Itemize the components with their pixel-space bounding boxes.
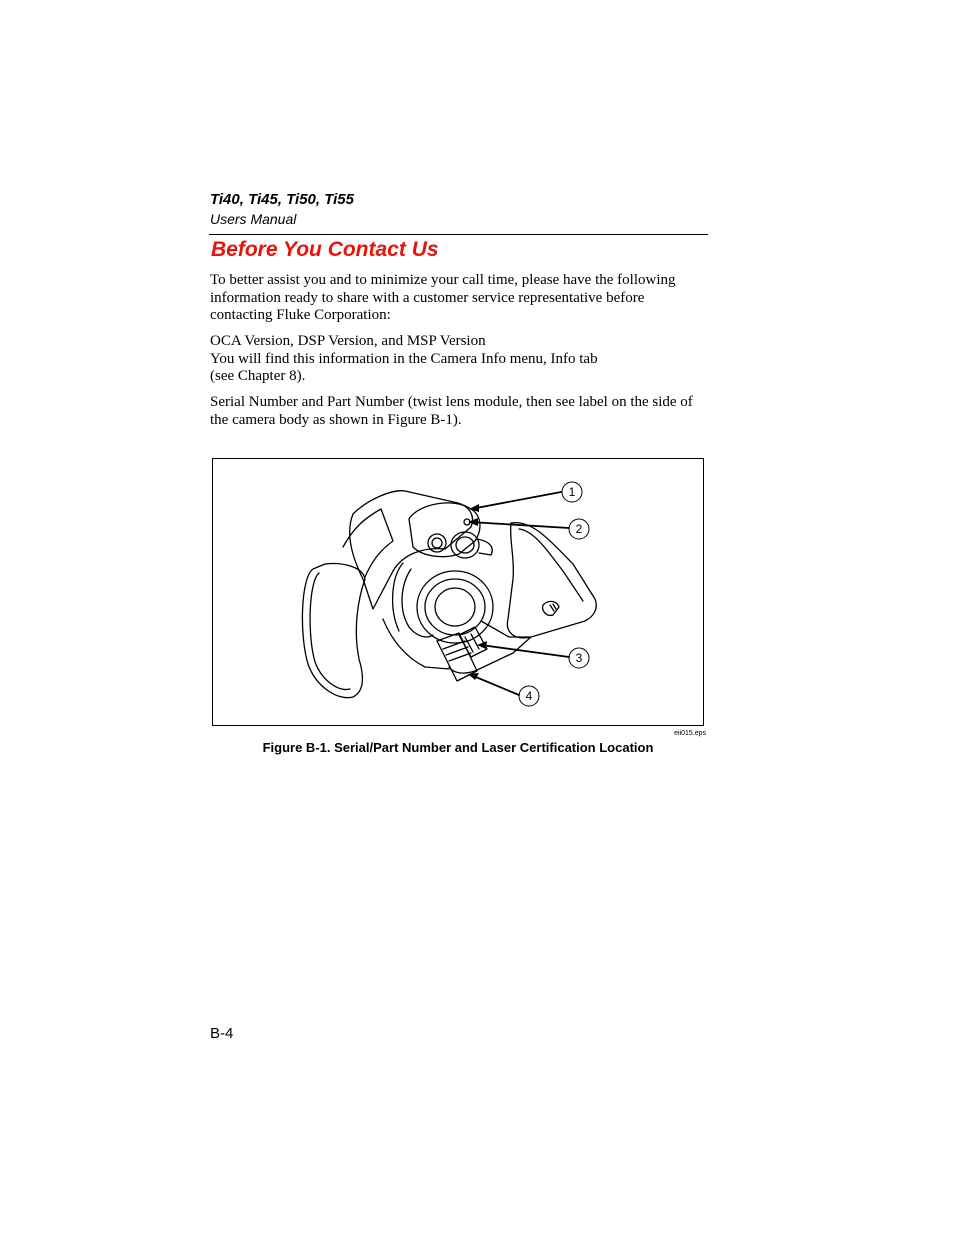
main-lens-glass	[435, 588, 475, 626]
figure-b1-frame	[212, 458, 704, 726]
callout-4-number: 4	[525, 689, 533, 703]
camera-body-top	[350, 491, 473, 609]
section-title: Before You Contact Us	[211, 238, 439, 261]
callout-4-leader	[471, 675, 519, 695]
manual-subtitle: Users Manual	[210, 211, 297, 227]
camera-handle	[507, 523, 596, 638]
camera-illustration	[213, 459, 705, 727]
page-number: B-4	[210, 1025, 234, 1042]
ir-small-lens	[451, 532, 479, 558]
callout-1-leader	[471, 492, 561, 509]
serial-number-paragraph: Serial Number and Part Number (twist lens module, then see label on the side of the camera body as shown in Figure B-1).	[210, 394, 693, 428]
main-lens-ring	[417, 571, 493, 643]
callout-3-leader	[481, 645, 569, 657]
manual-model-title: Ti40, Ti45, Ti50, Ti55	[210, 191, 354, 208]
version-info-line: OCA Version, DSP Version, and MSP Version	[210, 333, 486, 349]
figure-caption: Figure B-1. Serial/Part Number and Laser Certification Location	[262, 740, 654, 755]
callout-3-number: 3	[575, 651, 583, 665]
callout-2-number: 2	[575, 522, 583, 536]
figure-file-label: eii015.eps	[674, 730, 706, 737]
callout-1-number: 1	[568, 485, 576, 499]
header-rule	[209, 234, 708, 235]
version-info-paragraph	[210, 333, 710, 386]
version-info-line: (see Chapter 8).	[210, 368, 306, 384]
trigger-button	[543, 601, 559, 615]
hand-strap-inner	[310, 573, 350, 689]
intro-paragraph: To better assist you and to minimize your call time, please have the following information ready to share with a customer service representative before contacting Fluke Corporation:	[210, 272, 676, 323]
version-info-line: You will find this information in the Camera Info menu, Info tab	[210, 350, 598, 367]
hand-strap	[302, 564, 365, 698]
